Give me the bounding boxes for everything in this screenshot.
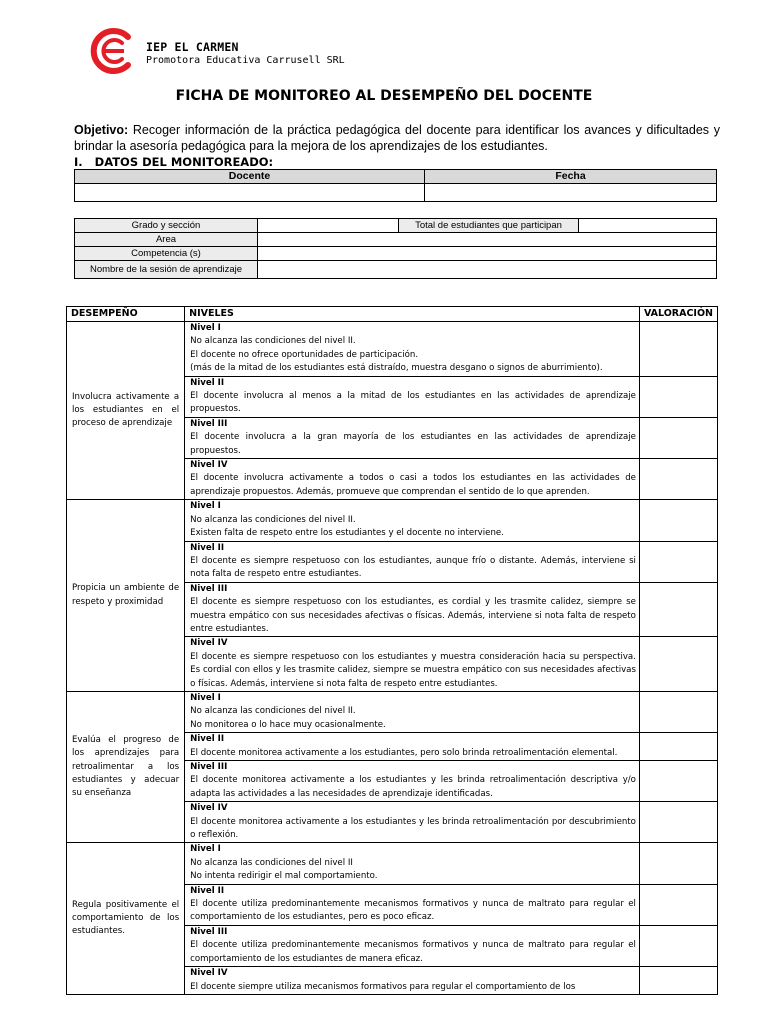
valoracion-cell[interactable] (639, 541, 717, 582)
docente-header: Docente (75, 170, 425, 184)
nivel-cell (185, 967, 640, 995)
nivel-description: El docente monitorea activamente a los estudiantes y les brinda retroalimentación descriptiva y/o adapta las actividades a las necesidades de aprendizaje identificadas. (190, 775, 636, 799)
valoracion-cell[interactable] (639, 967, 717, 995)
competencia-label: Competencia (s) (75, 247, 258, 261)
nivel-cell (185, 637, 640, 692)
nivel-cell (185, 541, 640, 582)
nivel-cell (185, 322, 640, 377)
table-row (67, 322, 718, 377)
nivel-cell (185, 802, 640, 843)
valoracion-cell[interactable] (639, 733, 717, 761)
area-value-cell[interactable] (258, 233, 717, 247)
desempeno-cell: Involucra activamente a los estudiantes en el proceso de aprendizaje (67, 322, 185, 500)
nivel-description: El docente es siempre respetuoso con los estudiantes, es cordial y les trasmite calidez, siempre se muestra empático con sus necesidades afectivas o físicas. Además, interviene si nota falta de respeto entre estudiantes. (190, 597, 636, 634)
nivel-name: Nivel IV (190, 638, 228, 649)
table-row (67, 843, 718, 884)
nivel-name: Nivel IV (190, 968, 228, 979)
docente-fecha-table (74, 169, 717, 202)
document-title: FICHA DE MONITOREO AL DESEMPEÑO DEL DOCENTE (175, 88, 593, 104)
nivel-description: El docente es siempre respetuoso con los estudiantes, aunque frío o distante. Además, interviene si nota falta de respeto entre estudiantes. (190, 555, 636, 580)
sesion-label: Nombre de la sesión de aprendizaje (75, 261, 258, 279)
nivel-name: Nivel III (190, 762, 228, 772)
nivel-description: No alcanza las condiciones del nivel II (190, 857, 353, 868)
nivel-cell (185, 376, 640, 417)
objetivo-paragraph (74, 122, 720, 154)
nivel-cell (185, 884, 640, 925)
nivel-name: Nivel II (190, 542, 225, 553)
valoracion-cell[interactable] (639, 884, 717, 925)
nivel-name: Nivel I (190, 692, 221, 703)
nivel-description: El docente monitorea activamente a los estudiantes, pero solo brinda retroalimentación elemental. (190, 747, 618, 758)
nivel-description: No intenta redirigir el mal comportamiento. (190, 871, 378, 882)
nivel-description: El docente es siempre respetuoso con los estudiantes y muestra consideración hacia su perspectiva. Es cordial con ellos y les trasmite calidez, siempre se muestra empático con sus necesidades afectivas o físicas. Además, interviene si nota falta de respeto entre estudiantes. (190, 651, 636, 689)
nivel-name: Nivel II (190, 885, 225, 896)
valoracion-cell[interactable] (639, 925, 717, 966)
nivel-name: Nivel III (190, 583, 228, 594)
nivel-description: El docente monitorea activamente a los estudiantes y les brinda retroalimentación por descubrimiento o reflexión. (190, 816, 636, 841)
grado-info-table (74, 218, 717, 279)
valoracion-cell[interactable] (639, 691, 717, 732)
table-row (67, 691, 718, 732)
valoracion-cell[interactable] (639, 459, 717, 500)
org-subtitle: Promotora Educativa Carrusell SRL (146, 55, 345, 66)
table-row (67, 500, 718, 541)
valoracion-cell[interactable] (639, 802, 717, 843)
section-heading-datos (74, 155, 273, 169)
desempeno-table-body (67, 322, 718, 995)
section-number: I. (74, 155, 83, 169)
nivel-name: Nivel IV (190, 803, 228, 814)
nivel-description: No monitorea o lo hace muy ocasionalmente. (190, 719, 386, 730)
valoracion-cell[interactable] (639, 322, 717, 377)
nivel-name: Nivel II (190, 734, 225, 745)
valoracion-cell[interactable] (639, 761, 717, 802)
grado-value-cell[interactable] (258, 219, 399, 233)
nivel-name: Nivel I (190, 501, 221, 512)
nivel-cell (185, 691, 640, 732)
nivel-cell (185, 761, 640, 802)
valoracion-header: VALORACIÓN (639, 307, 717, 322)
niveles-header: NIVELES (185, 307, 640, 322)
nivel-description: No alcanza las condiciones del nivel II. (190, 706, 356, 717)
valoracion-cell[interactable] (639, 417, 717, 458)
desempeno-header: DESEMPEÑO (67, 307, 185, 322)
total-estudiantes-label: Total de estudiantes que participan (399, 219, 579, 233)
area-label: Area (75, 233, 258, 247)
nivel-description: No alcanza las condiciones del nivel II. (190, 336, 356, 347)
valoracion-cell[interactable] (639, 582, 717, 637)
nivel-name: Nivel I (190, 844, 221, 855)
sesion-value-cell[interactable] (258, 261, 717, 279)
valoracion-cell[interactable] (639, 843, 717, 884)
objetivo-text: Recoger información de la práctica pedagógica del docente para identificar los avances y dificultades y brindar la asesoría pedagógica para la mejora de los aprendizajes de los estudiantes. (74, 123, 720, 153)
nivel-description: El docente no ofrece oportunidades de participación. (190, 349, 419, 360)
desempeno-cell: Evalúa el progreso de los aprendizajes para retroalimentar a los estudiantes y adecuar su enseñanza (67, 691, 185, 842)
nivel-description: (más de la mitad de los estudiantes está distraído, muestra desgano o signos de aburrimiento). (190, 363, 603, 374)
nivel-cell (185, 733, 640, 761)
competencia-value-cell[interactable] (258, 247, 717, 261)
nivel-description: El docente utiliza predominantemente mecanismos formativos y nunca de maltrato para regular el comportamiento de los estudiantes de manera eficaz. (190, 940, 636, 964)
fecha-value-cell[interactable] (425, 184, 717, 202)
nivel-description: El docente involucra activamente a todos o casi a todos los estudiantes en las actividades de aprendizaje propuestos. Además, promueve que comprendan el sentido de lo que aprenden. (190, 473, 636, 497)
nivel-name: Nivel III (190, 418, 228, 429)
grado-label: Grado y sección (75, 219, 258, 233)
objetivo-label: Objetivo: (74, 123, 129, 137)
valoracion-cell[interactable] (639, 376, 717, 417)
nivel-description: El docente siempre utiliza mecanismos formativos para regular el comportamiento de los (190, 981, 576, 992)
nivel-cell (185, 582, 640, 637)
iep-el-carmen-logo (88, 27, 140, 75)
valoracion-cell[interactable] (639, 637, 717, 692)
nivel-cell (185, 925, 640, 966)
nivel-description: El docente utiliza predominantemente mecanismos formativos y nunca de maltrato para regular el comportamiento de los estudiantes, pero es poco eficaz. (190, 899, 636, 923)
desempeno-cell: Regula positivamente el comportamiento de los estudiantes. (67, 843, 185, 994)
nivel-description: Existen falta de respeto entre los estudiantes y el docente no interviene. (190, 528, 504, 539)
total-estudiantes-value-cell[interactable] (579, 219, 717, 233)
nivel-cell (185, 500, 640, 541)
desempeno-niveles-table (66, 306, 718, 995)
desempeno-cell: Propicia un ambiente de respeto y proximidad (67, 500, 185, 692)
nivel-cell (185, 843, 640, 884)
nivel-description: No alcanza las condiciones del nivel II. (190, 514, 356, 525)
nivel-cell (185, 417, 640, 458)
nivel-name: Nivel I (190, 323, 221, 333)
valoracion-cell[interactable] (639, 500, 717, 541)
org-name: IEP EL CARMEN (146, 40, 239, 54)
nivel-cell (185, 459, 640, 500)
fecha-header: Fecha (425, 170, 717, 184)
docente-value-cell[interactable] (75, 184, 425, 202)
section-label: DATOS DEL MONITOREADO: (94, 155, 274, 169)
nivel-name: Nivel IV (190, 460, 228, 471)
nivel-description: El docente involucra al menos a la mitad de los estudiantes en las actividades de aprendizaje propuestos. (190, 391, 636, 415)
nivel-name: Nivel II (190, 377, 225, 388)
nivel-name: Nivel III (190, 926, 228, 937)
nivel-description: El docente involucra a la gran mayoría de los estudiantes en las actividades de aprendizaje propuestos. (190, 432, 636, 456)
